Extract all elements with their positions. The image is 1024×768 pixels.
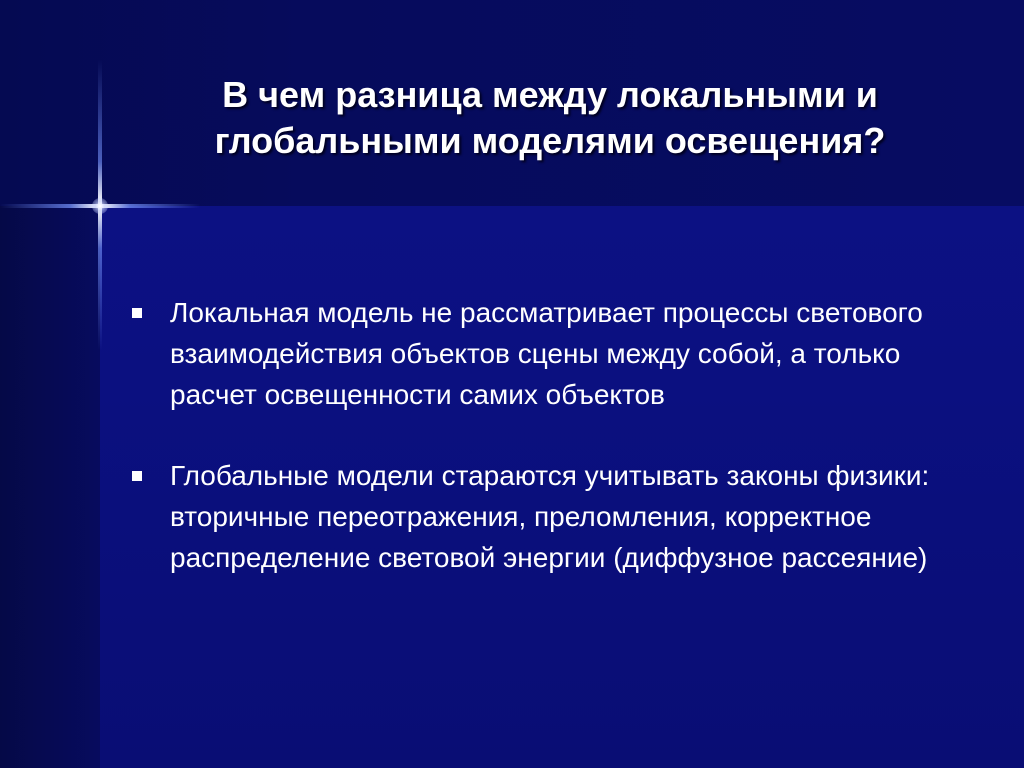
- slide-title-line-1: В чем разница между локальными и: [222, 74, 878, 115]
- bullet-text-global-models: Глобальные модели стараются учитывать законы физики: вторичные переотражения, преломления, корректное распределение световой энергии (диффузное рассеяние): [170, 460, 930, 573]
- slide-title-line-2: глобальными моделями освещения?: [214, 120, 886, 161]
- slide-title: [120, 72, 980, 164]
- bullet-item: [130, 292, 990, 415]
- left-band: [0, 206, 100, 768]
- bullet-text-local-model: Локальная модель не рассматривает процессы светового взаимодействия объектов сцены между собой, а только расчет освещенности самих объектов: [170, 297, 923, 410]
- bullet-list: [130, 292, 990, 618]
- square-bullet-icon: [132, 308, 142, 318]
- square-bullet-icon: [132, 471, 142, 481]
- sparkle-core: [92, 198, 108, 214]
- bullet-item: [130, 455, 990, 578]
